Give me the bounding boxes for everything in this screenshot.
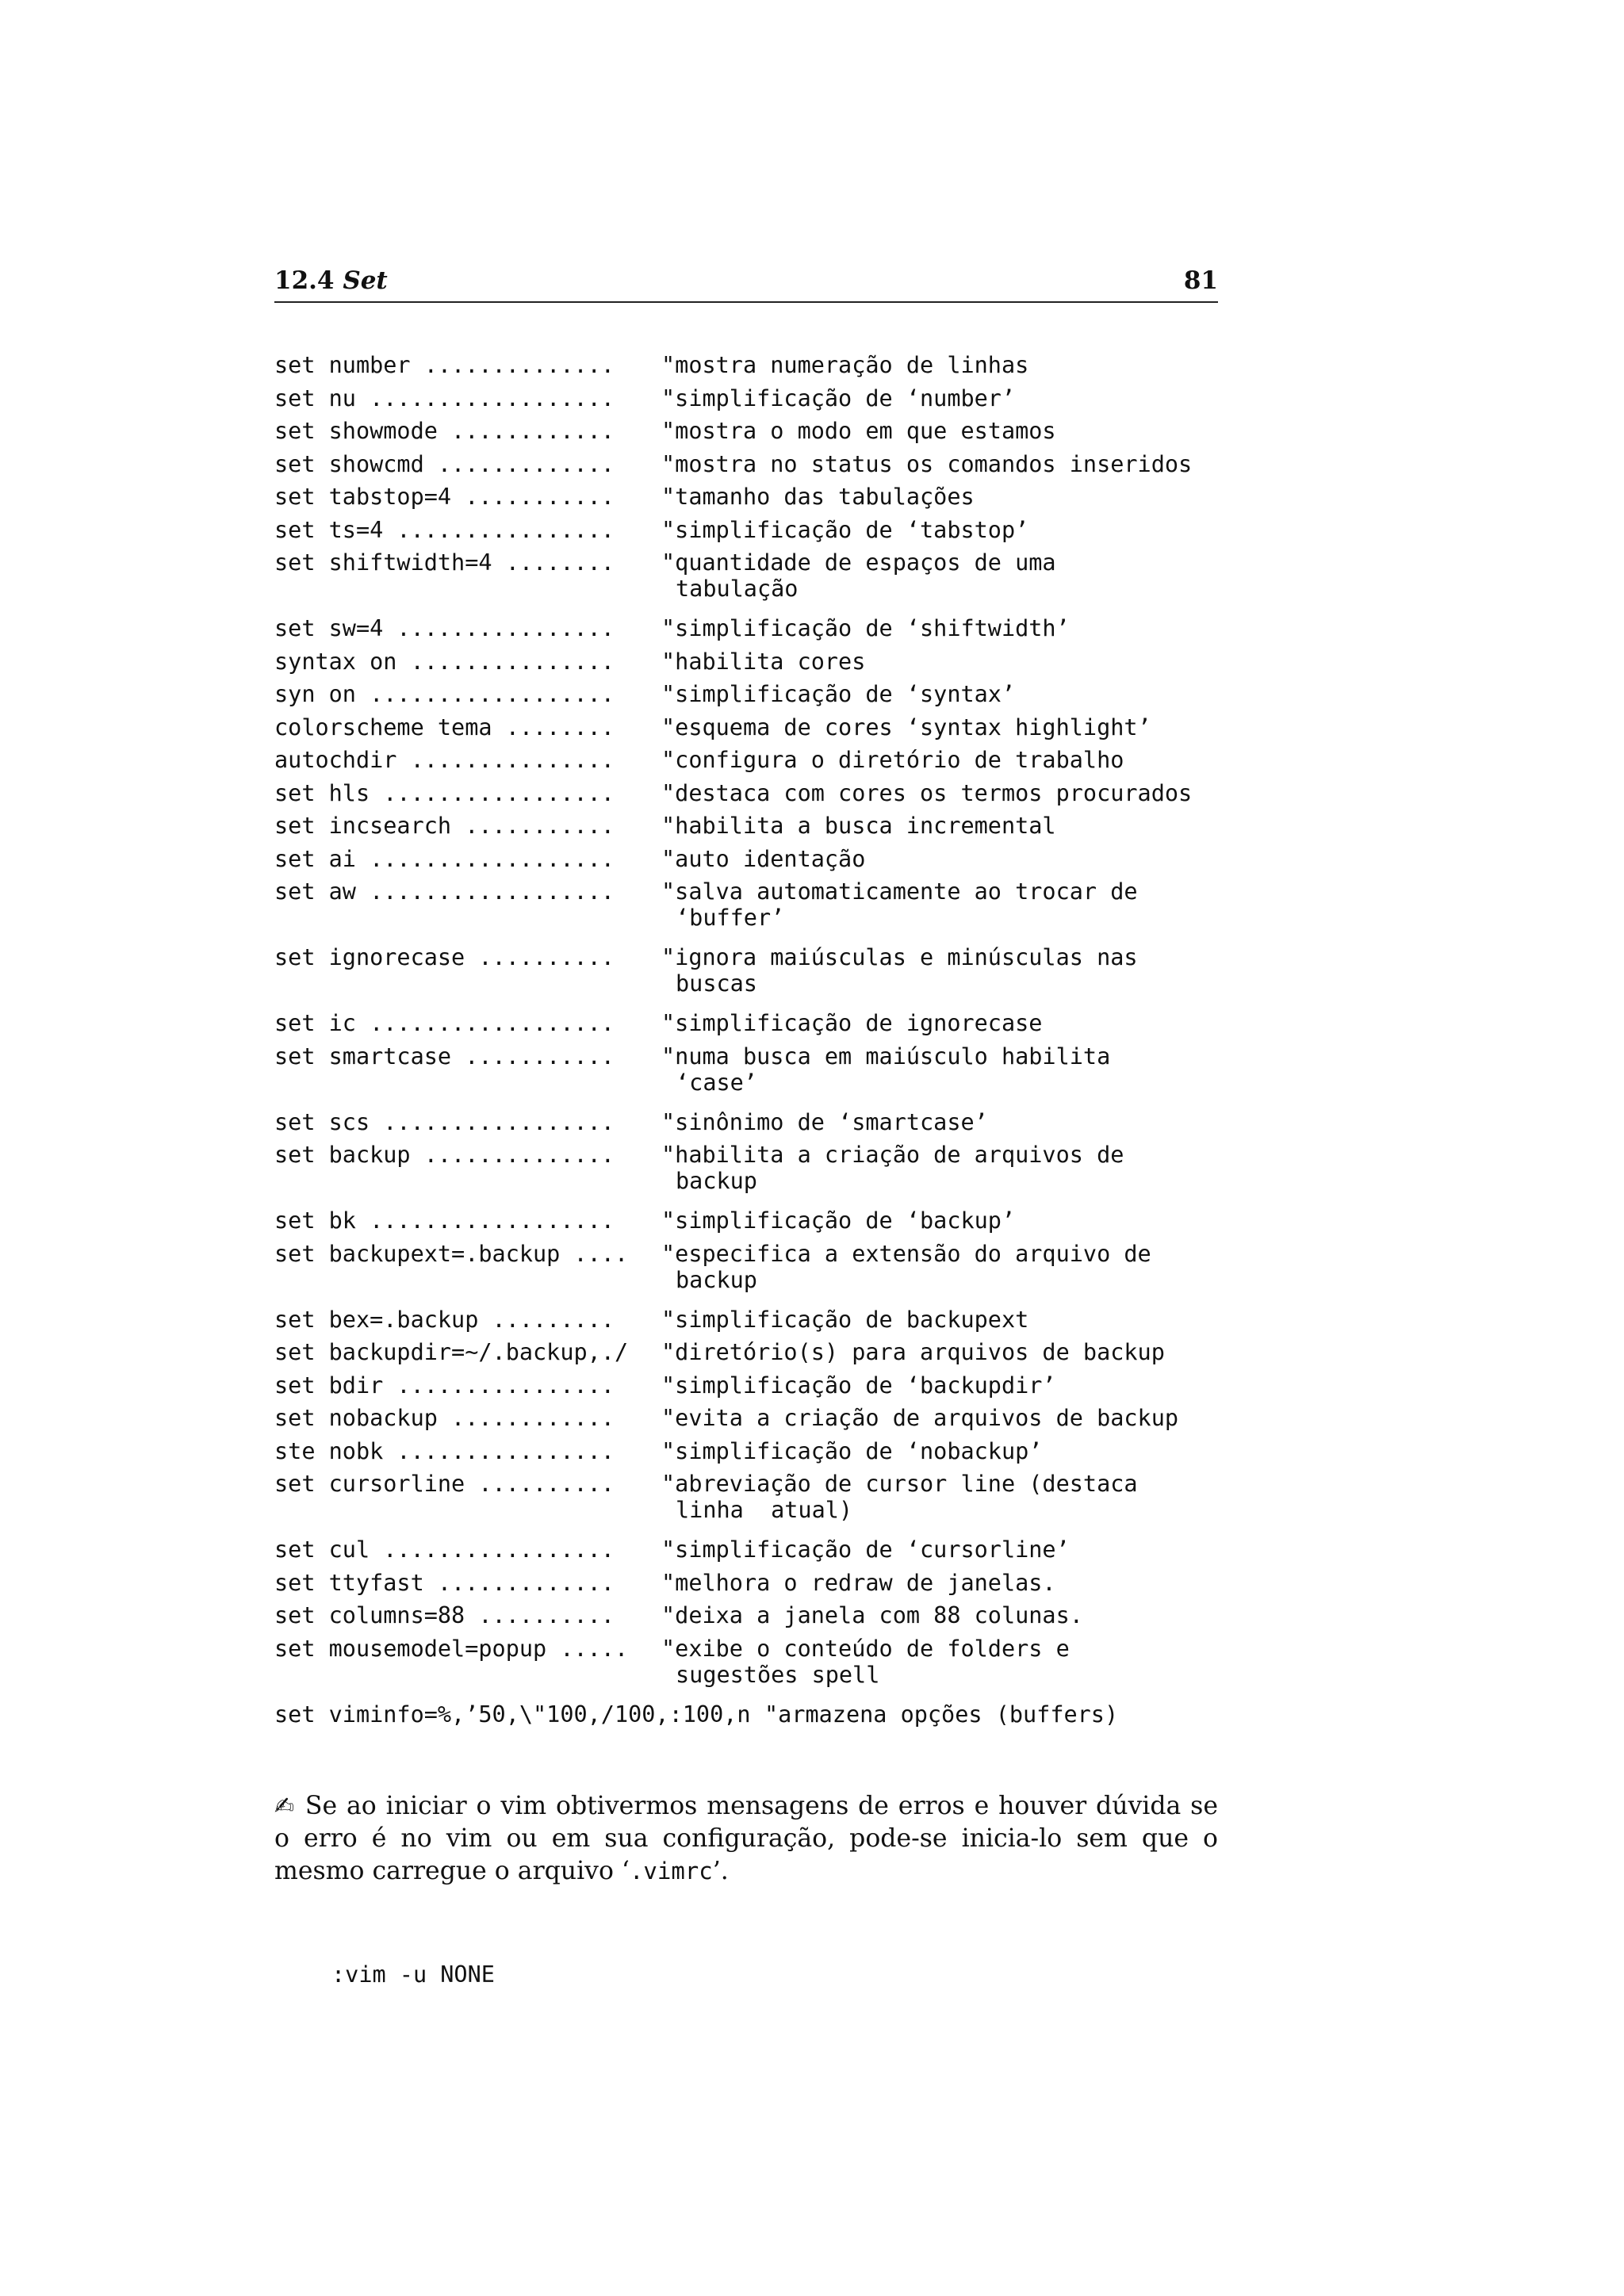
- description-line: "mostra no status os comandos inseridos: [661, 450, 1193, 477]
- option-command: set cul .................: [274, 1536, 615, 1563]
- option-row: [274, 813, 1274, 846]
- description-line: "auto identação: [661, 845, 866, 872]
- option-row: [274, 878, 1274, 944]
- option-row: [274, 1307, 1274, 1340]
- option-row: [274, 418, 1274, 451]
- option-command: ste nobk ................: [274, 1437, 615, 1464]
- option-description: [661, 484, 975, 510]
- description-line: "numa busca em maiúsculo habilita: [661, 1043, 1111, 1070]
- option-description: [661, 1438, 1042, 1464]
- description-continuation: backup: [676, 1168, 757, 1194]
- description-line: "simplificação de ‘tabstop’: [661, 516, 1029, 543]
- description-line: "mostra o modo em que estamos: [661, 418, 1056, 444]
- option-description: [661, 1602, 1083, 1628]
- note-text-before: Se ao iniciar o vim obtivermos mensagens de erros e houver dúvida se o erro é no vim ou em sua configuração, pode-se inicia-lo sem que o mesmo carregue o arquivo ‘: [274, 1792, 1218, 1885]
- description-line: "ignora maiúsculas e minúsculas nas: [661, 944, 1138, 970]
- option-command: autochdir ...............: [274, 747, 615, 773]
- option-row: [274, 780, 1274, 813]
- option-row: [274, 1536, 1274, 1570]
- option-description: [661, 352, 1028, 378]
- option-description: [661, 418, 1056, 444]
- note-filename: .vimrc: [629, 1858, 713, 1885]
- option-row: [274, 714, 1274, 748]
- option-description: [661, 549, 1056, 602]
- option-description: [661, 517, 1028, 543]
- description-line: "simplificação de ‘backup’: [661, 1207, 1016, 1234]
- option-description: [661, 878, 1138, 931]
- description-continuation: backup: [676, 1266, 757, 1293]
- option-description: [661, 1372, 1056, 1399]
- code-example: :vim -u NONE: [331, 1961, 495, 1988]
- option-description: [661, 813, 1056, 839]
- option-command: syntax on ...............: [274, 648, 615, 675]
- section-title: Set: [343, 266, 388, 295]
- option-command: set hls .................: [274, 779, 615, 806]
- option-command: set smartcase ...........: [274, 1043, 615, 1070]
- description-line: "evita a criação de arquivos de backup: [661, 1405, 1179, 1431]
- description-line: "armazena opções (buffers): [764, 1701, 1119, 1728]
- description-line: "habilita a criação de arquivos de: [661, 1142, 1124, 1168]
- description-line: "salva automaticamente ao trocar de: [661, 878, 1138, 905]
- option-command: set backupdir=~/.backup,./: [274, 1339, 629, 1365]
- option-row: [274, 517, 1274, 550]
- option-command: set shiftwidth=4 ........: [274, 549, 615, 576]
- tip-note: [274, 1790, 1218, 1888]
- description-line: "simplificação de ignorecase: [661, 1010, 1043, 1036]
- option-row: [274, 484, 1274, 517]
- option-command: set cursorline ..........: [274, 1471, 615, 1497]
- description-line: "tamanho das tabulações: [661, 484, 975, 510]
- description-line: "exibe o conteúdo de folders e: [661, 1635, 1070, 1662]
- option-command: set ignorecase ..........: [274, 944, 615, 970]
- option-description: [661, 1636, 1070, 1688]
- vim-set-options-listing: [274, 352, 1274, 1734]
- option-command: set incsearch ...........: [274, 813, 615, 839]
- option-description: [661, 1405, 1178, 1431]
- description-line: "destaca com cores os termos procurados: [661, 779, 1193, 806]
- option-description: [661, 714, 1151, 740]
- option-description: [661, 1010, 1042, 1036]
- description-line: "simplificação de ‘number’: [661, 385, 1016, 411]
- description-line: "sinônimo de ‘smartcase’: [661, 1108, 988, 1135]
- option-description: [661, 1307, 1028, 1333]
- option-row: [274, 451, 1274, 484]
- option-command: set showcmd .............: [274, 450, 615, 477]
- option-row: [274, 615, 1274, 649]
- option-command: set tabstop=4 ...........: [274, 484, 615, 510]
- description-continuation: linha atual): [676, 1497, 853, 1523]
- option-row: [274, 1372, 1274, 1406]
- option-row: [274, 649, 1274, 682]
- description-line: "simplificação de ‘syntax’: [661, 681, 1016, 707]
- description-line: "configura o diretório de trabalho: [661, 747, 1124, 773]
- description-line: "simplificação de ‘backupdir’: [661, 1372, 1056, 1399]
- option-row: [274, 681, 1274, 714]
- option-row: [274, 385, 1274, 419]
- description-line: "simplificação de ‘shiftwidth’: [661, 615, 1070, 641]
- option-row: [274, 1405, 1274, 1438]
- option-command: set nobackup ............: [274, 1405, 615, 1431]
- option-command: set ai ..................: [274, 845, 615, 872]
- option-command: set showmode ............: [274, 418, 615, 444]
- option-description: [661, 780, 1192, 806]
- option-command: set nu ..................: [274, 385, 615, 411]
- description-line: "simplificação de backupext: [661, 1306, 1029, 1333]
- option-row: [274, 846, 1274, 879]
- option-description: [764, 1701, 1118, 1728]
- description-continuation: ‘buffer’: [676, 905, 785, 931]
- option-row: [274, 1602, 1274, 1636]
- description-continuation: tabulação: [676, 576, 799, 602]
- option-command: syn on ..................: [274, 681, 615, 707]
- writing-hand-icon: ✍: [274, 1793, 297, 1820]
- description-line: "simplificação de ‘cursorline’: [661, 1536, 1070, 1563]
- option-row: [274, 1142, 1274, 1207]
- description-continuation: ‘case’: [676, 1069, 757, 1096]
- option-command: colorscheme tema ........: [274, 714, 615, 740]
- option-row: [274, 1701, 1274, 1735]
- description-continuation: buscas: [676, 970, 757, 997]
- description-line: "quantidade de espaços de uma: [661, 549, 1056, 576]
- description-line: "mostra numeração de linhas: [661, 352, 1029, 378]
- page-number: 81: [1183, 266, 1218, 295]
- option-command: set bdir ................: [274, 1372, 615, 1399]
- option-command: set sw=4 ................: [274, 615, 615, 641]
- option-row: [274, 352, 1274, 385]
- option-description: [661, 1570, 1056, 1596]
- option-command: set viminfo=%,’50,\"100,/100,:100,n: [274, 1701, 751, 1728]
- option-row: [274, 1339, 1274, 1372]
- option-row: [274, 944, 1274, 1010]
- option-command: set number ..............: [274, 352, 615, 378]
- option-command: set columns=88 ..........: [274, 1602, 615, 1628]
- description-line: "habilita a busca incremental: [661, 813, 1056, 839]
- option-row: [274, 1043, 1274, 1109]
- option-description: [661, 649, 865, 675]
- option-row: [274, 747, 1274, 780]
- option-command: set ts=4 ................: [274, 516, 615, 543]
- option-description: [661, 944, 1138, 997]
- option-description: [661, 1142, 1124, 1194]
- description-line: "especifica a extensão do arquivo de: [661, 1240, 1151, 1267]
- running-header: [274, 263, 1218, 303]
- option-row: [274, 1636, 1274, 1701]
- option-description: [661, 1207, 1015, 1234]
- option-row: [274, 1471, 1274, 1536]
- option-command: set ic ..................: [274, 1010, 615, 1036]
- option-description: [661, 385, 1015, 411]
- option-description: [661, 1043, 1110, 1096]
- option-command: set bex=.backup .........: [274, 1306, 615, 1333]
- option-description: [661, 1339, 1165, 1365]
- option-description: [661, 451, 1192, 477]
- description-continuation: sugestões spell: [676, 1661, 880, 1688]
- option-description: [661, 615, 1070, 641]
- option-row: [274, 1010, 1274, 1043]
- option-description: [661, 747, 1124, 773]
- description-line: "melhora o redraw de janelas.: [661, 1569, 1056, 1596]
- option-command: set aw ..................: [274, 878, 615, 905]
- option-row: [274, 1438, 1274, 1471]
- option-description: [661, 1241, 1151, 1293]
- option-row: [274, 549, 1274, 615]
- option-row: [274, 1241, 1274, 1307]
- option-command: set mousemodel=popup .....: [274, 1635, 629, 1662]
- option-row: [274, 1109, 1274, 1142]
- option-command: set backupext=.backup ....: [274, 1240, 629, 1267]
- option-description: [661, 1536, 1070, 1563]
- note-text-after: ’.: [712, 1857, 729, 1885]
- description-line: "deixa a janela com 88 colunas.: [661, 1602, 1083, 1628]
- option-command: set backup ..............: [274, 1142, 615, 1168]
- option-command: set bk ..................: [274, 1207, 615, 1234]
- option-row: [274, 1570, 1274, 1603]
- description-line: "simplificação de ‘nobackup’: [661, 1437, 1043, 1464]
- option-description: [661, 681, 1015, 707]
- section-heading: 12.4 Set: [274, 266, 388, 295]
- description-line: "habilita cores: [661, 648, 866, 675]
- description-line: "esquema de cores ‘syntax highlight’: [661, 714, 1151, 740]
- option-command: set scs .................: [274, 1108, 615, 1135]
- option-command: set ttyfast .............: [274, 1569, 615, 1596]
- description-line: "diretório(s) para arquivos de backup: [661, 1339, 1165, 1365]
- option-description: [661, 1109, 988, 1135]
- option-description: [661, 846, 865, 872]
- option-description: [661, 1471, 1138, 1523]
- option-row: [274, 1207, 1274, 1241]
- description-line: "abreviação de cursor line (destaca: [661, 1471, 1138, 1497]
